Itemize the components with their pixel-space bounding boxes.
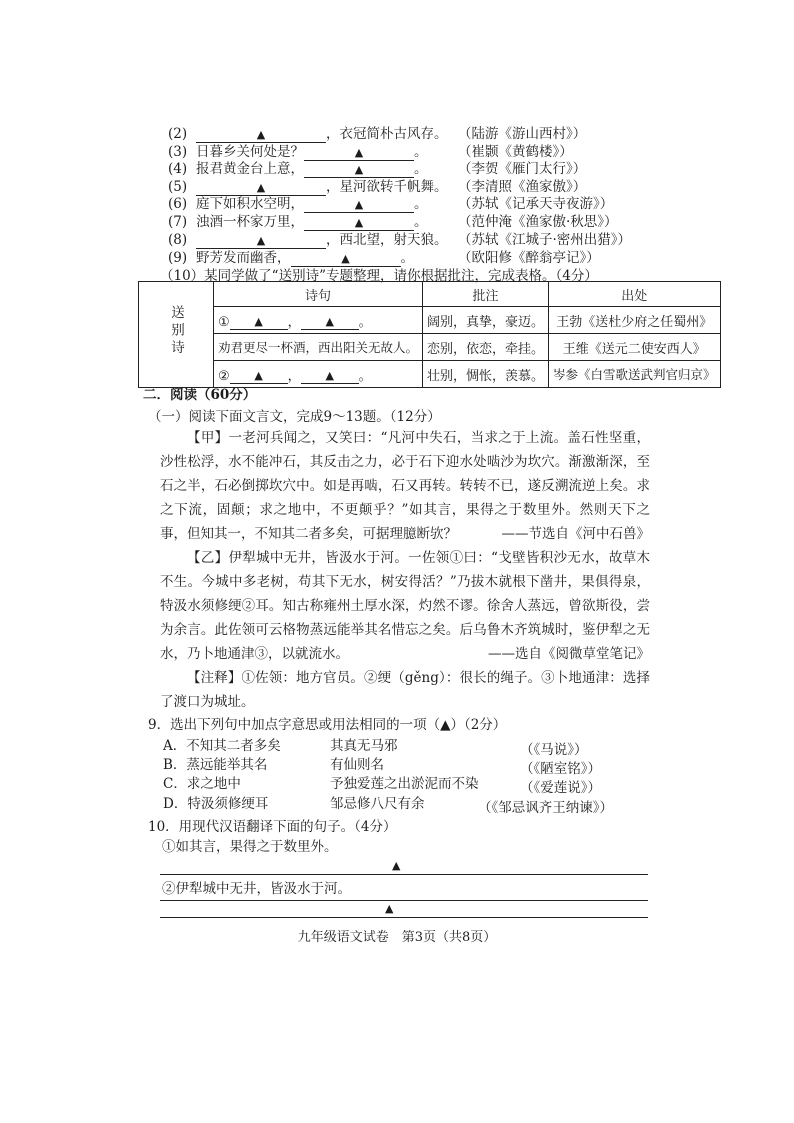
- table-row-header: [139, 282, 214, 388]
- source-yi: ——选自《阅微草堂笔记》: [488, 646, 650, 662]
- poem-line-2: 劝君更尽一杯酒，西出阳关无故人。: [214, 334, 423, 361]
- fill-item-suffix: 。: [414, 196, 428, 212]
- answer-blank[interactable]: ▲: [304, 198, 414, 213]
- table-row: [139, 361, 721, 388]
- fill-item-suffix: 。: [414, 214, 428, 230]
- fill-item: [168, 160, 428, 178]
- q10-intro: （10）某同学做了“送别诗”专题整理，请你根据批注，完成表格。（4分）: [160, 268, 598, 284]
- fill-item-number: (2): [168, 126, 188, 142]
- table-row: [139, 334, 721, 361]
- q9-stem: 9．选出下列句中加点字意思或用法相同的一项（▲）（2分）: [148, 717, 507, 733]
- fill-item-prefix: 野芳发而幽香，: [196, 250, 291, 266]
- answer-line-2a[interactable]: [160, 900, 648, 901]
- fill-item-number: (8): [168, 232, 188, 248]
- fill-item: [168, 125, 448, 143]
- source-cell: 王勃《送杜少府之任蜀州》: [549, 307, 721, 334]
- page-footer: 九年级语文试卷 第3页（共8页）: [297, 930, 497, 945]
- q9-option-label: C．求之地中: [163, 776, 241, 792]
- q9-option-source: （《马说》）: [520, 742, 588, 758]
- q9-option-source: （《爱莲说》）: [520, 780, 601, 796]
- fill-item-number: (9): [168, 250, 188, 266]
- note-cell: 恋别，依恋，牵挂。: [423, 334, 549, 361]
- q10-stem: 10．用现代汉语翻译下面的句子。（4分）: [148, 819, 397, 835]
- q9-option-pair: 予独爱莲之出淤泥而不染: [330, 776, 479, 792]
- poem-line-3[interactable]: ② ▲ ， ▲ 。: [214, 361, 423, 388]
- fill-item-source: （李贺《雁门太行》）: [458, 161, 587, 177]
- answer-blank[interactable]: ▲: [196, 181, 326, 196]
- answer-blank[interactable]: ▲: [230, 315, 288, 330]
- header-poem: 诗句: [214, 282, 423, 307]
- fill-item-number: (3): [168, 144, 188, 160]
- q9-option-label: D．特汲须修绠耳: [163, 796, 269, 812]
- fill-item-source: （陆游《游山西村》）: [458, 126, 587, 142]
- fill-item-source: （李清照《渔家傲》）: [458, 179, 587, 195]
- fill-item-source: （范仲淹《渔家傲·秋思》）: [458, 214, 618, 230]
- fill-item-prefix: 日暮乡关何处是？: [196, 144, 304, 160]
- answer-blank[interactable]: ▲: [304, 216, 414, 231]
- answer-line-1[interactable]: [160, 874, 648, 875]
- table-row: [139, 307, 721, 334]
- q9-option-pair: 有仙则名: [330, 757, 384, 773]
- header-source: 出处: [549, 282, 721, 307]
- annotation-notes: 【注释】①佐领：地方官员。②绠（gěng）：很长的绳子。③卜地通津：选择了渡口为城址。: [160, 670, 650, 710]
- fill-item-suffix: ，西北望，射天狼。: [326, 232, 448, 248]
- source-cell: 岑参《白雪歌送武判官归京》: [549, 361, 721, 388]
- fill-item: [168, 231, 448, 249]
- q9-option-label: A．不知其二者多矣: [163, 738, 281, 754]
- source-cell: 王维《送元二使安西人》: [549, 334, 721, 361]
- q9-option-pair: 邹忌修八尺有余: [330, 796, 425, 812]
- fill-item: [168, 143, 428, 161]
- answer-blank[interactable]: ▲: [304, 163, 414, 178]
- answer-marker: ▲: [392, 859, 401, 872]
- q9-option-source: （《邹忌讽齐王纳谏》）: [478, 800, 613, 816]
- answer-blank[interactable]: ▲: [196, 128, 326, 143]
- answer-blank[interactable]: ▲: [230, 369, 288, 384]
- part-title: （一）阅读下面文言文，完成9～13题。（12分）: [148, 409, 441, 425]
- fill-item: [168, 178, 448, 196]
- header-note: 批注: [423, 282, 549, 307]
- note-cell: 壮别，惆怅，羡慕。: [423, 361, 549, 388]
- q10-sentence-2: ②伊犁城中无井，皆汲水于河。: [162, 881, 351, 897]
- fill-item-prefix: 庭下如积水空明，: [196, 196, 304, 212]
- fill-item: [168, 213, 428, 231]
- poem-line-1[interactable]: ① ▲ ， ▲ 。: [214, 307, 423, 334]
- fill-item-source: （崔颢《黄鹤楼》）: [458, 144, 573, 160]
- q9-option-label: B．蒸远能举其名: [163, 757, 268, 773]
- answer-line-2b[interactable]: [160, 917, 648, 918]
- fill-item-number: (7): [168, 214, 188, 230]
- answer-blank[interactable]: ▲: [196, 234, 326, 249]
- fill-item-source: （欧阳修《醉翁亭记》）: [458, 250, 600, 266]
- q10-sentence-1: ①如其言，果得之于数里外。: [162, 839, 338, 855]
- answer-blank[interactable]: ▲: [291, 252, 401, 267]
- fill-item-suffix: ，星河欲转千帆舞。: [326, 179, 448, 195]
- section-title: 二．阅读（60分）: [143, 387, 257, 403]
- fill-item: [168, 249, 414, 267]
- fill-item-number: (4): [168, 161, 188, 177]
- fill-item-prefix: 报君黄金台上意，: [196, 161, 304, 177]
- fill-item-suffix: 。: [414, 161, 428, 177]
- fill-item-source: （苏轼《江城子·密州出猎》）: [458, 232, 632, 248]
- fill-item-number: (6): [168, 196, 188, 212]
- note-cell: 阔别，真挚，豪迈。: [423, 307, 549, 334]
- fill-item-number: (5): [168, 179, 188, 195]
- answer-blank[interactable]: ▲: [301, 369, 359, 384]
- answer-marker: ▲: [385, 902, 394, 915]
- q9-option-source: （《陋室铭》）: [520, 761, 601, 777]
- q9-option-pair: 其真无马邪: [330, 738, 398, 754]
- passage-yi: 【乙】伊犁城中无井，皆汲水于河。一佐领①曰：“戈壁皆积沙无水，故草木不生。今城中多老树，苟其下无水，树安得活？”乃拔木就根下凿井，果俱得泉，特汲水须修绠②耳。知古称雍州土厚水深，灼然不谬。徐舍人蒸远，曾欲斯役，尝为余言。此佐领可云格物蒸远能举其名惜忘之矣。后乌鲁木齐筑城时，鉴伊犁之无水，乃卜地通津③，以就流水。: [160, 550, 650, 662]
- fill-item-suffix: 。: [400, 250, 414, 266]
- farewell-poem-table: [138, 281, 721, 388]
- answer-blank[interactable]: ▲: [304, 146, 414, 161]
- answer-blank[interactable]: ▲: [301, 315, 359, 330]
- row-header-text: 送别诗: [168, 304, 184, 358]
- fill-item-suffix: ，衣冠简朴古风存。: [326, 126, 448, 142]
- fill-item-source: （苏轼《记承天寺夜游》）: [458, 196, 614, 212]
- passage-jia: 【甲】一老河兵闻之，又笑曰：“凡河中失石，当求之于上流。盖石性坚重，沙性松浮，水不能冲石，其反击之力，必于石下迎水处啮沙为坎穴。渐激渐深，至石之半，石必倒掷坎穴中。如是再啮，石又再转。转转不已，遂反溯流逆上矣。求之下流，固颠；求之地中，不更颠乎？”如其言，果得之于数里外。然则天下之事，但知其一，不知其二者多矣，可据理臆断欤？: [160, 430, 650, 542]
- source-jia: ——节选自《河中石兽》: [501, 526, 650, 542]
- fill-item-prefix: 浊酒一杯家万里，: [196, 214, 304, 230]
- fill-item-suffix: 。: [414, 144, 428, 160]
- fill-item: [168, 195, 428, 213]
